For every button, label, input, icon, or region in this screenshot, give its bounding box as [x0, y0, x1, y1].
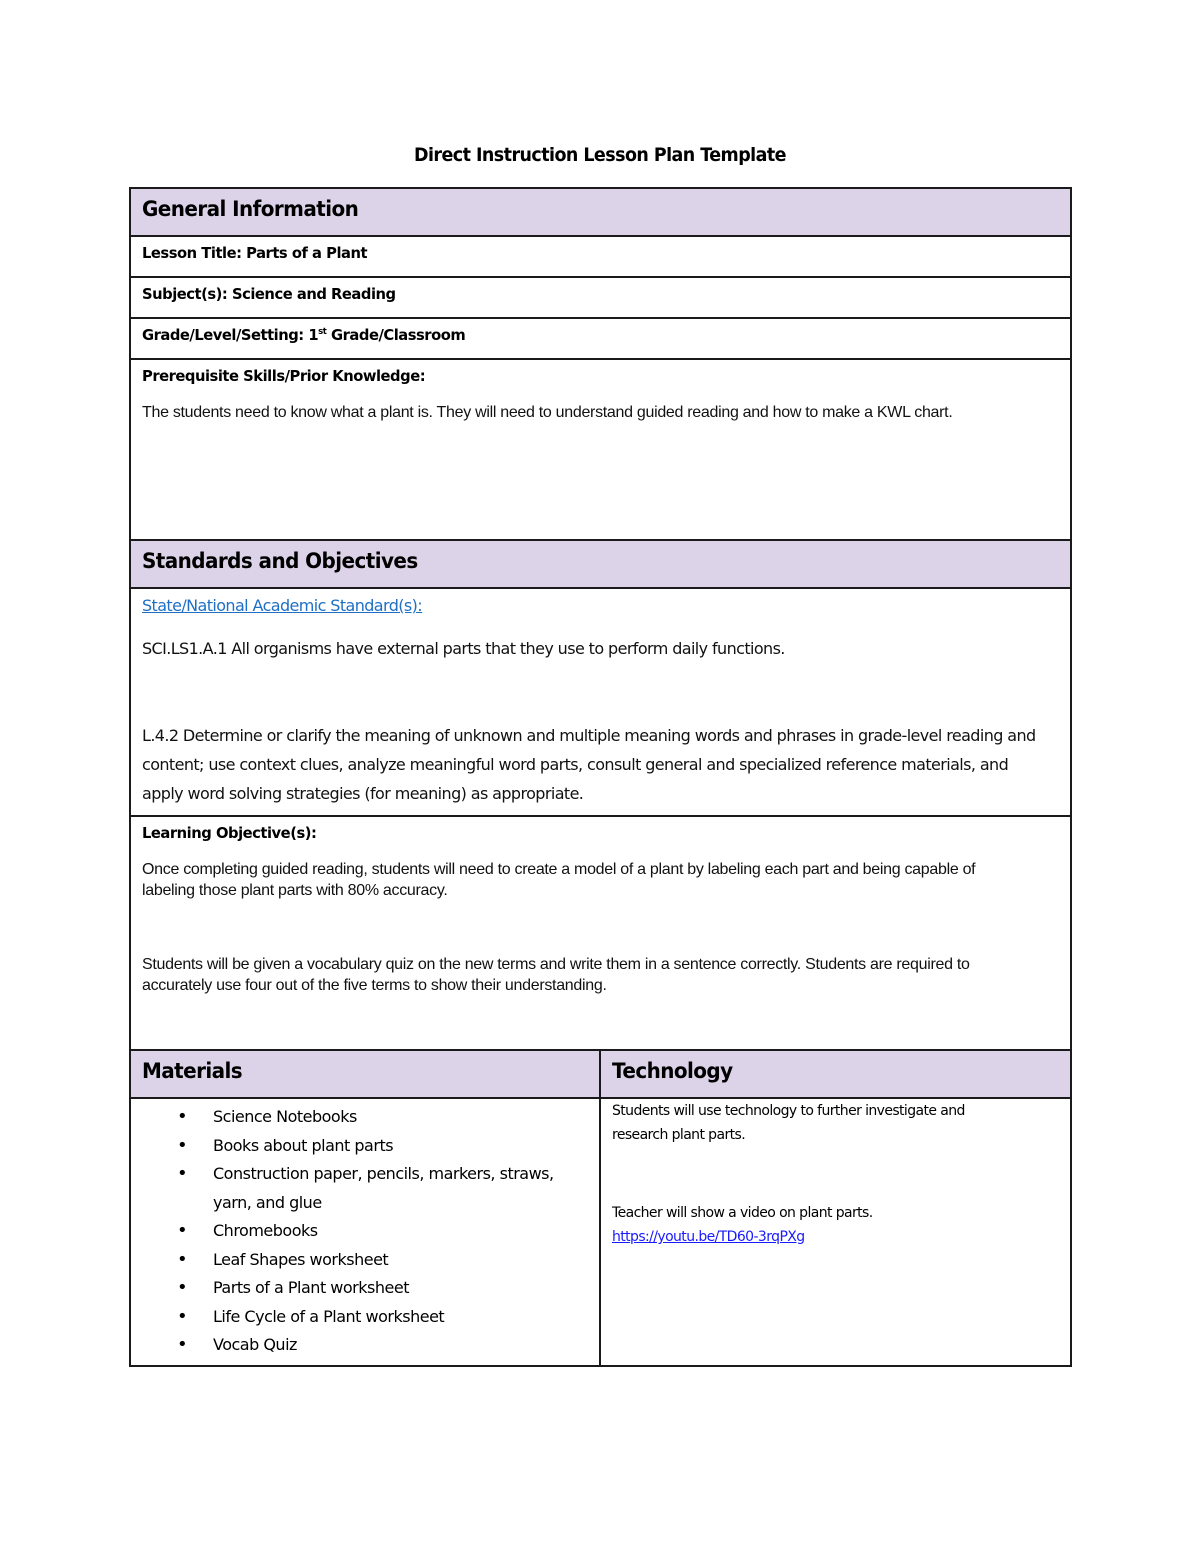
learning-objectives-row	[130, 816, 1071, 1050]
technology-text-2: Teacher will show a video on plant parts.	[612, 1205, 873, 1221]
materials-item: • Life Cycle of a Plant worksheet	[213, 1303, 588, 1332]
general-information-header-cell	[130, 188, 1071, 236]
grade-ordinal-suffix: st	[318, 326, 327, 337]
standards-objectives-header-row	[130, 540, 1071, 588]
technology-text-1: Students will use technology to further investigate and research plant parts.	[612, 1103, 965, 1143]
materials-cell	[130, 1098, 600, 1366]
lesson-title-cell	[130, 236, 1071, 277]
prerequisite-cell	[130, 359, 1071, 540]
materials-item: • Chromebooks	[213, 1217, 588, 1246]
learning-objective-2: Students will be given a vocabulary quiz on the new terms and write them in a sentence correctly. Students are required to accurately use four out of the five terms to show their understanding.	[142, 956, 970, 994]
lesson-title-row	[130, 236, 1071, 277]
lesson-plan-table	[129, 187, 1072, 1367]
materials-item: • Leaf Shapes worksheet	[213, 1246, 588, 1275]
standard-l42: L.4.2 Determine or clarify the meaning of unknown and multiple meaning words and phrases in grade-level reading and content; use context clues, analyze meaningful word parts, consult general and specialized reference materials, and apply word solving strategies (for meaning) as appropriate.	[142, 726, 1036, 803]
grade-level-setting	[142, 319, 1013, 344]
learning-objectives-cell	[130, 816, 1071, 1050]
standards-objectives-header-cell	[130, 540, 1071, 588]
grade-prefix: Grade/Level/Setting: 1	[142, 326, 319, 344]
grade-level-cell	[130, 318, 1071, 359]
subjects-row	[130, 277, 1071, 318]
technology-heading: Technology	[612, 1059, 733, 1083]
materials-technology-header-row	[130, 1050, 1071, 1098]
materials-item: • Parts of a Plant worksheet	[213, 1274, 588, 1303]
general-information-header-row	[130, 188, 1071, 236]
prerequisite-label: Prerequisite Skills/Prior Knowledge:	[142, 367, 426, 385]
grade-suffix: Grade/Classroom	[326, 326, 466, 344]
materials-heading: Materials	[142, 1059, 243, 1083]
learning-objective-1: Once completing guided reading, students will need to create a model of a plant by labeling each part and being capable of labeling those plant parts with 80% accuracy.	[142, 861, 976, 899]
standards-row	[130, 588, 1071, 816]
materials-list	[142, 1103, 588, 1360]
technology-header-cell	[600, 1050, 1071, 1098]
materials-item: • Construction paper, pencils, markers, straws, yarn, and glue	[213, 1160, 588, 1217]
materials-header-cell	[130, 1050, 600, 1098]
standards-objectives-heading: Standards and Objectives	[142, 549, 418, 573]
grade-level-row	[130, 318, 1071, 359]
materials-item: • Vocab Quiz	[213, 1331, 588, 1360]
subjects: Subject(s): Science and Reading	[142, 285, 396, 303]
prerequisite-text: The students need to know what a plant is. They will need to understand guided reading and how to make a KWL chart.	[142, 404, 953, 421]
document-title: Direct Instruction Lesson Plan Template	[414, 144, 786, 166]
video-link[interactable]: https://youtu.be/TD60-3rqPXg	[612, 1229, 805, 1245]
standards-link[interactable]: State/National Academic Standard(s):	[142, 596, 423, 615]
materials-technology-row	[130, 1098, 1071, 1366]
standards-cell	[130, 588, 1071, 816]
technology-cell	[600, 1098, 1071, 1366]
prerequisite-row	[130, 359, 1071, 540]
standard-sci-ls1: SCI.LS1.A.1 All organisms have external parts that they use to perform daily functions.	[142, 639, 785, 658]
general-information-heading: General Information	[142, 197, 359, 221]
materials-item: • Books about plant parts	[213, 1132, 588, 1161]
lesson-title: Lesson Title: Parts of a Plant	[142, 244, 368, 262]
materials-item: • Science Notebooks	[213, 1103, 588, 1132]
learning-objectives-label: Learning Objective(s):	[142, 824, 317, 842]
subjects-cell	[130, 277, 1071, 318]
